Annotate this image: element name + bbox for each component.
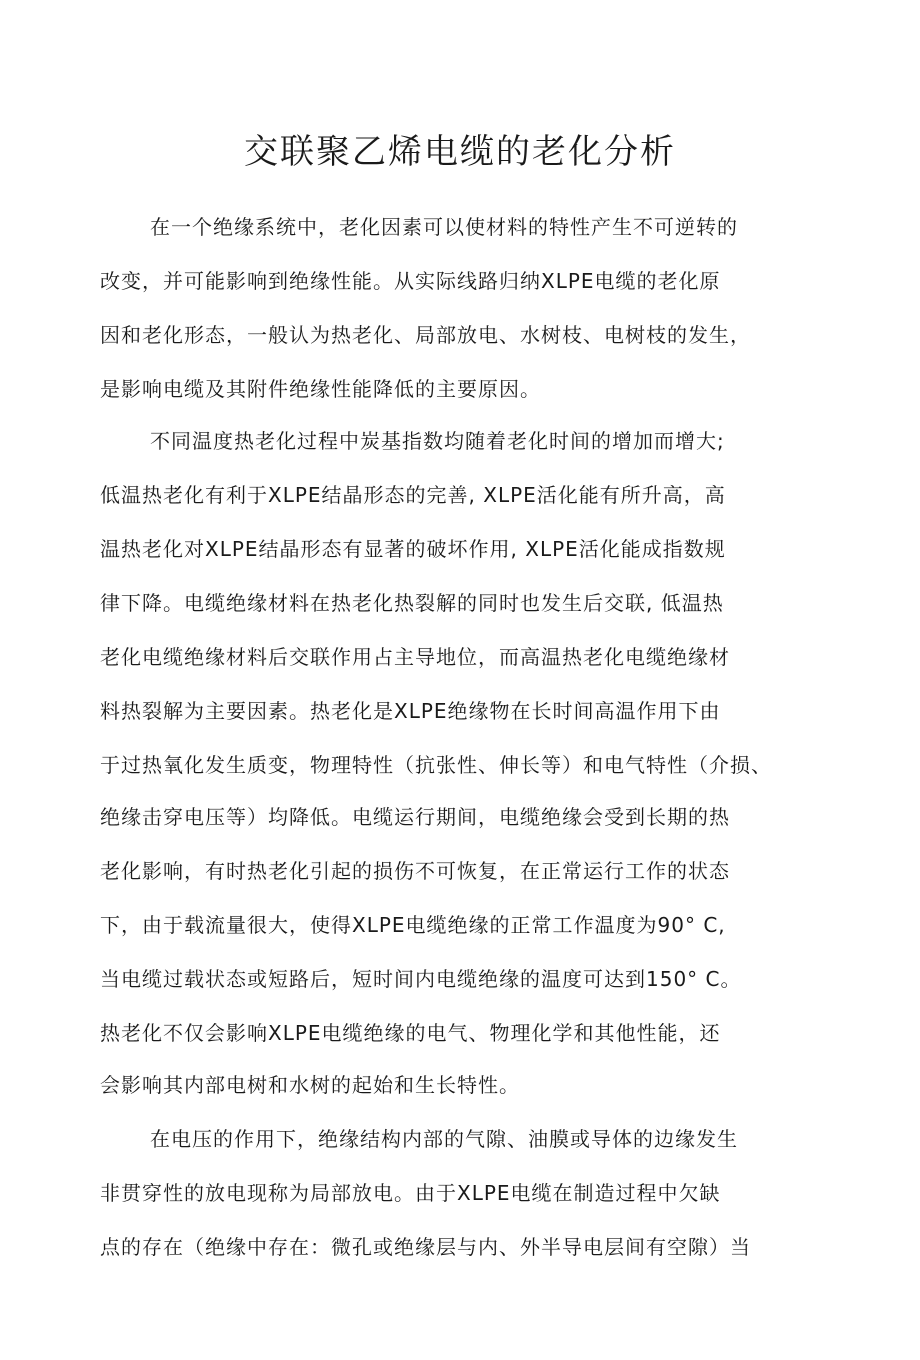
paragraph-line: 温热老化对XLPE结晶形态有显著的破坏作用, XLPE活化能成指数规 <box>100 537 726 561</box>
paragraph-line: 是影响电缆及其附件绝缘性能降低的主要原因。 <box>100 377 541 401</box>
paragraph-line: 低温热老化有利于XLPE结晶形态的完善, XLPE活化能有所升高，高 <box>100 483 726 507</box>
paragraph-line: 因和老化形态，一般认为热老化、局部放电、水树枝、电树枝的发生， <box>100 323 751 347</box>
paragraph-line: 在电压的作用下，绝缘结构内部的气隙、油膜或导体的边缘发生 <box>150 1127 738 1151</box>
paragraph-line: 不同温度热老化过程中炭基指数均随着老化时间的增加而增大; <box>150 429 725 453</box>
document-title: 交联聚乙烯电缆的老化分析 <box>244 132 676 172</box>
paragraph-line: 非贯穿性的放电现称为局部放电。由于XLPE电缆在制造过程中欠缺 <box>100 1181 721 1205</box>
paragraph-line: 当电缆过载状态或短路后，短时间内电缆绝缘的温度可达到150° C。 <box>100 967 742 991</box>
paragraph-line: 老化影响，有时热老化引起的损伤不可恢复，在正常运行工作的状态 <box>100 859 730 883</box>
paragraph-line: 料热裂解为主要因素。热老化是XLPE绝缘物在长时间高温作用下由 <box>100 699 721 723</box>
paragraph-line: 热老化不仅会影响XLPE电缆绝缘的电气、物理化学和其他性能，还 <box>100 1021 721 1045</box>
paragraph-line: 在一个绝缘系统中，老化因素可以使材料的特性产生不可逆转的 <box>150 215 738 239</box>
paragraph-line: 点的存在（绝缘中存在：微孔或绝缘层与内、外半导电层间有空隙）当 <box>100 1235 751 1259</box>
paragraph-line: 于过热氧化发生质变，物理特性（抗张性、伸长等）和电气特性（介损、 <box>100 753 772 777</box>
paragraph-line: 老化电缆绝缘材料后交联作用占主导地位，而高温热老化电缆绝缘材 <box>100 645 730 669</box>
paragraph-line: 会影响其内部电树和水树的起始和生长特性。 <box>100 1073 520 1097</box>
paragraph-line: 绝缘击穿电压等）均降低。电缆运行期间，电缆绝缘会受到长期的热 <box>100 805 730 829</box>
paragraph-line: 下，由于载流量很大，使得XLPE电缆绝缘的正常工作温度为90° C, <box>100 913 726 937</box>
paragraph-line: 改变，并可能影响到绝缘性能。从实际线路归纳XLPE电缆的老化原 <box>100 269 721 293</box>
paragraph-line: 律下降。电缆绝缘材料在热老化热裂解的同时也发生后交联, 低温热 <box>100 591 724 615</box>
